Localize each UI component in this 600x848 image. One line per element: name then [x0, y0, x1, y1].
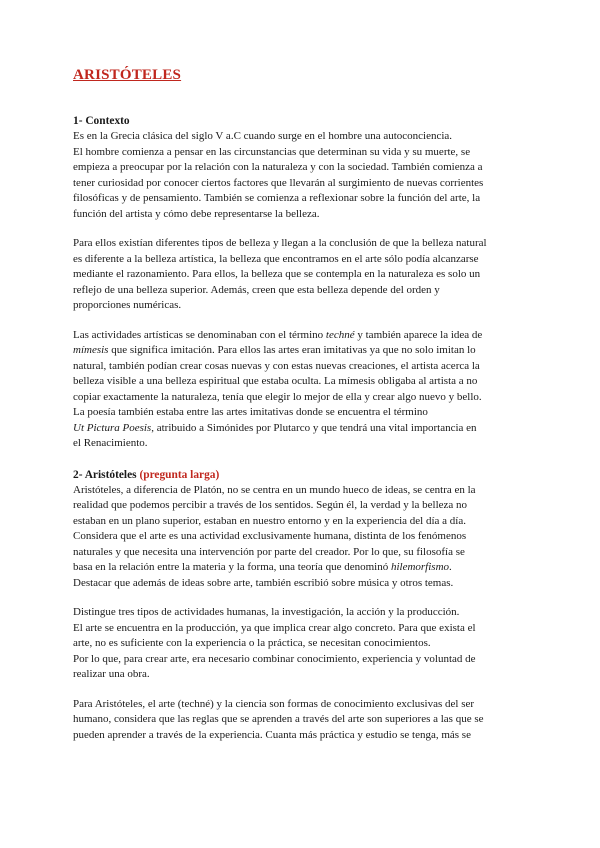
text-line: natural, también podían crear cosas nuevas y con estas nuevas creaciones, el artista acerca la	[73, 359, 480, 372]
text-line: Considera que el arte es una actividad exclusivamente humana, distinta de los fenómenos	[73, 530, 467, 542]
paragraph-contexto-1	[73, 129, 529, 222]
text-line: Distingue tres tipos de actividades humanas, la investigación, la acción y la producción.	[73, 606, 460, 618]
text-line: Aristóteles, a diferencia de Platón, no se centra en un mundo hueco de ideas, se centra en la	[73, 483, 476, 496]
text-line: función del artista y cómo debe representarse la belleza.	[73, 207, 320, 220]
text-line: Las actividades artísticas se denominaban con el término techné y también aparece la idea de	[73, 328, 483, 341]
document-body	[73, 66, 529, 743]
term-mimesis: mímesis	[73, 344, 109, 356]
text-line: mediante el razonamiento. Para ellos, la belleza que se contempla en la naturaleza es solo un	[73, 268, 481, 280]
text-line: empieza a preocupar por la relación con la naturaleza y con la sociedad. También comienza a	[73, 161, 483, 173]
text-line: tener curiosidad por conocer ciertos factores que llevarán al surgimiento de nuevas corrientes	[73, 176, 484, 189]
text-line: realizar una obra.	[73, 668, 150, 680]
text-line: proporciones numéricas.	[73, 299, 182, 311]
term-ut-pictura-poesis: Ut Pictura Poesis	[73, 421, 152, 434]
text-line: el Renacimiento.	[73, 437, 148, 449]
text-line: Por lo que, para crear arte, era necesario combinar conocimiento, experiencia y voluntad de	[73, 652, 476, 665]
text-line: pueden aprender a través de la experiencia. Cuanta más práctica y estudio se tenga, más se	[73, 728, 471, 741]
section-heading-contexto: 1- Contexto	[73, 115, 130, 127]
text-line: reflejo de una belleza superior. Además, creen que esta belleza depende del orden y	[73, 283, 440, 296]
text-line: Ut Pictura Poesis, atribuido a Simónides por Plutarco y que tendrá una vital importancia en	[73, 421, 477, 434]
text-line: estaban en un plano superior, estaban en nuestro entorno y en la experiencia del día a día.	[73, 514, 466, 527]
paragraph-aristoteles-2	[73, 605, 529, 683]
text-line: es diferente a la belleza artística, la belleza que encontramos en el arte sólo podía alcanzarse	[73, 252, 479, 265]
text-line: filosóficas y de pensamiento. También se comienza a reflexionar sobre la función del arte, la	[73, 192, 481, 204]
text-line: Es en la Grecia clásica del siglo V a.C cuando surge en el hombre una autoconciencia.	[73, 130, 453, 142]
text-line: mímesis que significa imitación. Para ellos las artes eran imitativas ya que no solo imitan lo	[73, 344, 476, 356]
text-line: Destacar que además de ideas sobre arte, también escribió sobre música y otros temas.	[73, 576, 454, 589]
text-line: arte, no es suficiente con la experiencia o la práctica, se necesitan conocimientos.	[73, 637, 431, 649]
text-line: Para Aristóteles, el arte (techné) y la ciencia son formas de conocimiento exclusivas del ser	[73, 697, 475, 710]
text-line: realidad que podemos percibir a través de los sentidos. Según él, la verdad y la belleza no	[73, 499, 468, 511]
document-title: ARISTÓTELES	[73, 67, 182, 83]
section-heading-aristoteles: 2- Aristóteles (pregunta larga)	[73, 468, 220, 481]
text-line: naturales y que necesita una intervención por parte del creador. Por lo que, su filosofía se	[73, 545, 465, 558]
heading-note: (pregunta larga)	[139, 468, 220, 481]
text-line: La poesía también estaba entre las artes imitativas donde se encuentra el término	[73, 406, 428, 418]
paragraph-contexto-3	[73, 328, 529, 452]
paragraph-contexto-2	[73, 236, 529, 314]
text-line: El hombre comienza a pensar en las circunstancias que determinan su vida y su muerte, se	[73, 145, 471, 158]
text-line: Para ellos existían diferentes tipos de belleza y llegan a la conclusión de que la belleza natural	[73, 237, 487, 249]
term-techne: techné	[325, 328, 355, 341]
text-line: basa en la relación entre la materia y la forma, una teoría que denominó hilemorfismo.	[73, 561, 452, 573]
text-line: belleza visible a una belleza espiritual que estaba oculta. La mímesis obligaba al artista a no	[73, 375, 478, 387]
paragraph-aristoteles-3	[73, 697, 529, 744]
text-line: copiar exactamente la naturaleza, tenía que elegir lo mejor de ella y crear algo nuevo y bello.	[73, 390, 482, 403]
text-line: humano, considera que las reglas que se aprenden a través del arte son superiores a las que se	[73, 713, 484, 725]
text-line: El arte se encuentra en la producción, ya que implica crear algo concreto. Para que exista el	[73, 621, 476, 634]
paragraph-aristoteles-1	[73, 483, 529, 592]
term-hilemorfismo: hilemorfismo	[390, 561, 450, 573]
